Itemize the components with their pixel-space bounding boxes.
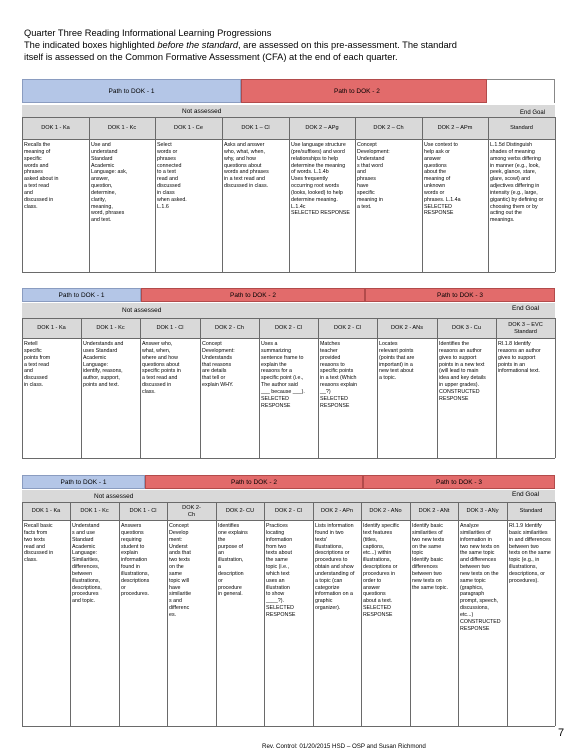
grid-line	[22, 272, 555, 273]
column-header: DOK 2- Ch	[182, 505, 201, 518]
grid-line	[70, 502, 71, 726]
table-cell: Recall basic facts from two texts read and discussed in class.	[24, 523, 54, 564]
table-cell: Understands and uses Standard Academic Language: identify, reasons, author, support, points and text.	[83, 341, 124, 389]
table-cell: RI.1.9 Identify basic similarities in and differences between two texts on the same topic (e.g., in illustrations, descriptions, or procedures).	[509, 523, 551, 584]
grid-line	[488, 117, 489, 272]
grid-line	[222, 117, 223, 272]
grid-line	[22, 726, 555, 727]
table-cell: Identify specific text features (titles, captions, etc...) within illustrations, descriptions or procedures in order to answer questions about a text. SELECTED RESPONSE	[363, 523, 400, 618]
grid-line	[313, 502, 314, 726]
grid-line	[355, 117, 356, 272]
table-cell: Answer who, what, when, where and how questions about specific points in a text read and discussed in class.	[142, 341, 181, 395]
grid-line	[422, 117, 423, 272]
page-number: 7	[558, 727, 565, 739]
table-cell: Recalls the meaning of specific words and phrases asked about in a text read and discussed in class.	[24, 142, 59, 210]
column-header: DOK 1 - Ka	[41, 125, 70, 132]
path-dok2-bar: Path to DOK - 2	[145, 475, 363, 489]
page-title: Quarter Three Reading Informational Learning Progressions	[24, 28, 272, 38]
path-dok3-bar: Path to DOK - 3	[363, 475, 555, 489]
table-cell: Lists information found in two texts' illustrations, descriptions or procedures to obtain and show understanding of a topic (can categorize information on a graphic organizer).	[315, 523, 355, 612]
grid-line	[437, 318, 438, 458]
end-goal-label: End Goal	[520, 110, 546, 116]
table-cell: Identifies the reasons an author gives to support points in a new text (will lead to main idea and key details in upper grades). CONSTRUCTED RESPONSE	[439, 341, 486, 402]
intro-line-2	[24, 40, 457, 51]
grid-line	[264, 502, 265, 726]
column-header: DOK 2 - ANo	[369, 508, 402, 515]
column-header: DOK 2 – Ch	[373, 125, 404, 132]
column-header: DOK 2- CU	[225, 508, 255, 515]
intro-emphasis: before the standard	[157, 40, 238, 50]
intro-text-end: , are assessed on this pre-assessment. The standard	[238, 40, 457, 50]
grid-line	[89, 117, 90, 272]
column-header: Standard	[519, 508, 543, 515]
not-assessed-label: Not assessed	[22, 490, 555, 502]
grid-line	[167, 502, 168, 726]
intro-text: The indicated boxes highlighted	[24, 40, 158, 50]
table-cell: Identifies one explains the purpose of an illustration, a description or procedure in general.	[218, 523, 248, 598]
column-header: DOK 1 - Kc	[107, 125, 137, 132]
table-cell: Select words or phrases connected to a text read and discussed in class when asked. L.1.6	[157, 142, 187, 210]
grid-line	[216, 502, 217, 726]
column-header: DOK 3 - Cu	[452, 325, 481, 332]
table-cell: Use and understand Standard Academic Language: ask, answer, question, determine, clarity, meaning, word, phrases and text.	[91, 142, 128, 224]
table-cell: Use language structure (pre/suffixes) and word relationships to help determine the meaning of words. L.1.4b Uses frequently occurring root words (looks, looked) to help determine meaning. L.1.4c SELECTED RESPONSE	[291, 142, 350, 217]
not-assessed-label: Not assessed	[22, 105, 555, 117]
column-header: DOK 1 - Kc	[96, 325, 125, 332]
grid-line	[496, 318, 497, 458]
end-goal-label: End Goal	[512, 305, 540, 312]
table-cell: Use context to help ask or answer questions about the meaning of unknown words or phrases. L.1.4a SELECTED RESPONSE	[424, 142, 461, 217]
column-header: DOK 1 - Ka	[37, 325, 66, 332]
path-dok2-bar: Path to DOK - 2	[241, 79, 487, 103]
column-header: DOK 2 – APm	[437, 125, 473, 132]
grid-line	[410, 502, 411, 726]
end-goal-label: End Goal	[512, 491, 540, 498]
table-cell: Uses a summarizing sentence frame to explain the reasons for a specific point (i.e., The author said ___ because ___). SELECTED RESPONSE	[261, 341, 305, 409]
grid-line	[22, 318, 23, 458]
table-cell: Analyze similarities of information in two new texts on the same topic and differences between two new texts on the same topic (graphics, paragraph prompt, speech, discussions, etc...) CONSTRUCTED RESPONSE	[460, 523, 501, 632]
table-cell: L.1.5d Distinguish shades of meaning among verbs differing in manner (e.g., look, peek, glance, stare, glare, scowl) and adjectives differing in intensity (e.g., large, gigantic) by defining or choosing them or by acting out the meanings.	[490, 142, 544, 224]
table-cell: Answers questions requiring student to explain information found in illustrations, descriptions or procedures.	[121, 523, 150, 598]
grid-line	[555, 502, 556, 726]
column-header: DOK 2 - Cl	[274, 325, 303, 332]
grid-line	[22, 502, 23, 726]
grid-line	[140, 318, 141, 458]
grid-line	[155, 117, 156, 272]
grid-line	[22, 458, 555, 459]
path-dok1-bar: Path to DOK - 1	[22, 288, 141, 302]
intro-line-3: itself is assessed on the Common Formative Assessment (CFA) at the end of each quarter.	[24, 52, 398, 62]
grid-line	[507, 502, 508, 726]
grid-line	[81, 318, 82, 458]
table-cell: Concept Development: Understand s that word and phrases have specific meaning in a text.	[357, 142, 390, 210]
grid-line	[22, 117, 23, 272]
column-header: DOK 1 - Ce	[174, 125, 203, 132]
column-header: DOK 2 - APn	[320, 508, 354, 515]
not-assessed-label: Not assessed	[22, 303, 555, 318]
column-header: DOK 2 - ANs	[390, 325, 424, 332]
column-header: DOK 1 - Kc	[80, 508, 109, 515]
column-header: DOK 1 - Ka	[31, 508, 61, 515]
table-cell: Locates relevant points (points that are important) in a new text about a topic.	[379, 341, 415, 382]
table-cell: Matches teacher provided reasons to specific points in a text (Which reasons explain __?) SELECTED RESPONSE	[320, 341, 358, 409]
grid-line	[377, 318, 378, 458]
column-header: DOK 1 - Cl	[129, 508, 157, 515]
table-cell: Practices locating information from two texts about the same topic (i.e., which text uses an illustration to show ____?). SELECTED RESPONSE	[266, 523, 296, 618]
path-blank	[487, 79, 555, 103]
column-header: DOK 2 - Cl	[274, 508, 303, 515]
column-header: DOK 1 – Cl	[241, 125, 270, 132]
grid-line	[555, 117, 556, 272]
grid-line	[119, 502, 120, 726]
table-cell: Understand s and use Standard Academic Language: Similarities, differences, between illustrations, descriptions, procedures and topic.	[72, 523, 102, 605]
path-dok1-bar: Path to DOK - 1	[22, 79, 241, 103]
table-cell: Asks and answer who, what, when, why, and how questions about words and phrases in a text read and discussed in class.	[224, 142, 269, 190]
column-header: DOK 3 - ANy	[466, 508, 499, 515]
grid-line	[555, 318, 556, 458]
grid-line	[259, 318, 260, 458]
column-header: DOK 2 – APg	[305, 125, 339, 132]
path-dok1-bar: Path to DOK - 1	[22, 475, 145, 489]
path-dok3-bar: Path to DOK - 3	[365, 288, 555, 302]
column-header: DOK 2 - ANt	[418, 508, 450, 515]
column-header: DOK 1 - Cl	[156, 325, 184, 332]
grid-line	[318, 318, 319, 458]
grid-line	[289, 117, 290, 272]
grid-line	[458, 502, 459, 726]
grid-line	[361, 502, 362, 726]
table-cell: Identify basic similarities of two new texts on the same topic Identify basic differences between two new texts on the same topic.	[412, 523, 448, 591]
column-header: DOK 2 - Cl	[333, 325, 362, 332]
grid-line	[200, 318, 201, 458]
path-dok2-bar: Path to DOK - 2	[141, 288, 365, 302]
table-cell: Concept Develop ment: Underst ands that two texts on the same topic will have similaritie s and differenc es.	[169, 523, 192, 618]
column-header: DOK 2 - Ch	[215, 325, 244, 332]
table-cell: Concept Development: Understands that reasons are details that tell or explain WHY.	[202, 341, 235, 389]
footer-credit: Rev. Control: 01/20/2015 HSD – OSP and Susan Richmond	[262, 743, 426, 750]
table-cell: RI.1.8 Identify reasons an author gives to support points in an informational text.	[498, 341, 541, 375]
column-header: Standard	[510, 125, 533, 132]
column-header: DOK 3 – EVC Standard	[508, 322, 543, 335]
table-cell: Retell specific points from a text read and discussed in class.	[24, 341, 51, 389]
